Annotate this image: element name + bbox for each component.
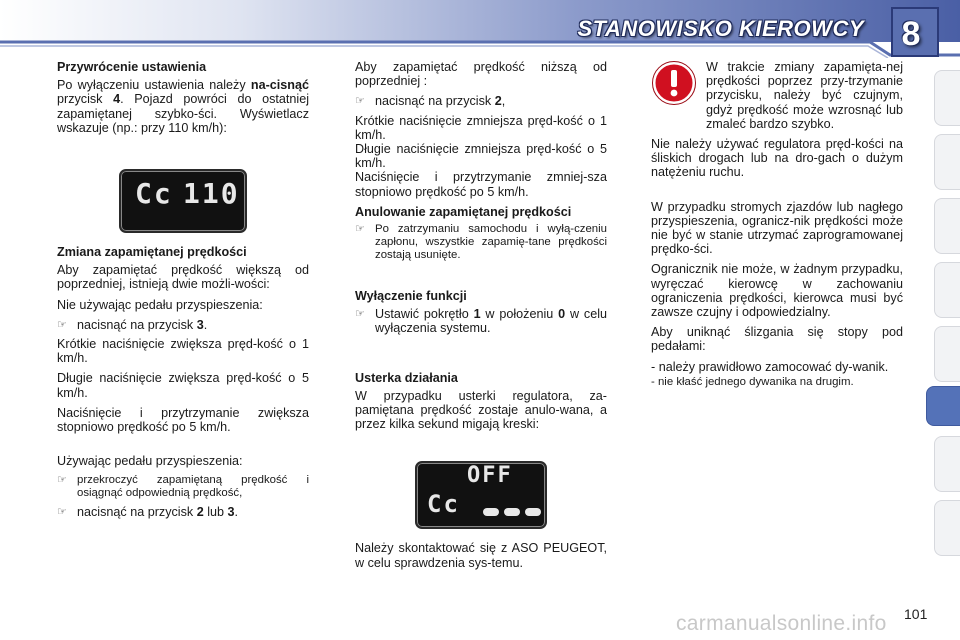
chapter-number: 8 — [901, 15, 921, 53]
warning-block — [651, 60, 903, 131]
list-item-fix-mat: - należy prawidłowo zamocować dy-wanik. — [651, 359, 889, 374]
column-middle — [355, 60, 607, 576]
heading-change-speed: Zmiana zapamiętanej prędkości — [57, 245, 247, 260]
chapter-tab-active[interactable] — [926, 386, 960, 426]
display-cc-label: Cc — [427, 490, 460, 519]
paragraph-long-decrease: Długie naciśnięcie zmniejsza pręd-kość o 5 km/h. — [355, 142, 607, 171]
pointing-hand-icon: ☞ — [57, 318, 67, 331]
display-off-label: OFF — [467, 463, 513, 489]
paragraph-limiter-driver: Ogranicznik nie może, w żadnym przypadku, wyręczać kierowcę w zachowaniu ograniczenia prędkości, kierowca musi być zawsze czujny i odpowiedzialny. — [651, 262, 903, 320]
pointing-hand-icon: ☞ — [57, 506, 67, 519]
paragraph-with-pedal: Używając pedału przyspieszenia: — [57, 454, 243, 469]
warning-text: W trakcie zmiany zapamięta-nej prędkości poprzez przy-trzymanie przycisku, należy być czujnym, gdyż prędkość może wzrosnąć lub zmaleć bardzo szybko. — [706, 60, 903, 131]
paragraph-restore: Po wyłączeniu ustawienia należy na-cisnąć przycisk 4. Pojazd powróci do ostatniej zapamiętanej szybko-ści. Wyświetlacz wskazuje (np.: przy 110 km/h): — [57, 78, 310, 135]
page-title: STANOWISKO KIEROWCY — [577, 16, 864, 41]
pointing-hand-icon: ☞ — [355, 223, 365, 236]
chapter-tab[interactable] — [934, 326, 960, 382]
paragraph-malfunction: W przypadku usterki regulatora, za-pamiętana prędkość zostaje anulo-wana, a przez kilka sekund migają kreski: — [355, 388, 607, 432]
speed-display-110 — [119, 169, 247, 233]
list-item-no-double-mat: - nie kłaść jednego dywanika na drugim. — [651, 375, 854, 388]
column-right — [651, 60, 903, 395]
paragraph-steep-descent: W przypadku stromych zjazdów lub nagłego przyspieszenia, ogranicz-nik prędkości może nie być w stanie utrzymać zaprogramowanej prędko-ści. — [651, 199, 903, 257]
chapter-tab[interactable] — [934, 262, 960, 318]
bullet-exceed-speed: ☞ przekroczyć zapamiętaną prędkość i osiągnąć odpowiednią prędkość, — [57, 474, 309, 500]
page-header — [0, 0, 960, 58]
fault-display — [415, 461, 547, 529]
chapter-tab[interactable] — [934, 198, 960, 254]
paragraph-contact-dealer: Należy skontaktować się z ASO PEUGEOT, w celu sprawdzenia sys-temu. — [355, 541, 607, 570]
paragraph-hold-decrease: Naciśnięcie i przytrzymanie zmniej-sza stopniowo prędkość po 5 km/h. — [355, 170, 607, 199]
paragraph-long-press: Długie naciśnięcie zwiększa pręd-kość o 5 km/h. — [57, 371, 309, 400]
fault-dashes-graphic — [483, 505, 543, 519]
bullet-press-2-or-3: ☞ nacisnąć na przycisk 2 lub 3. — [57, 505, 239, 520]
heading-cancel-speed: Anulowanie zapamiętanej prędkości — [355, 204, 572, 219]
chapter-tabs — [930, 70, 960, 575]
bullet-press-3: ☞ nacisnąć na przycisk 3. — [57, 317, 208, 332]
chapter-tab[interactable] — [934, 436, 960, 492]
paragraph-slippery-roads: Nie należy używać regulatora pręd-kości na śliskich drogach lub na dro-gach o dużym natężeniu ruchu. — [651, 137, 903, 180]
paragraph-short-press: Krótkie naciśnięcie zwiększa pręd-kość o 1 km/h. — [57, 337, 309, 366]
heading-restore: Przywrócenie ustawienia — [57, 60, 207, 74]
paragraph-lower-speed: Aby zapamiętać prędkość niższą od poprzedniej : — [355, 60, 607, 89]
pointing-hand-icon: ☞ — [57, 474, 67, 487]
display-cc-label: Cc — [135, 177, 173, 211]
display-speed-value: 110 — [183, 177, 240, 211]
paragraph-hold-press: Naciśnięcie i przytrzymanie zwiększa stopniowo prędkość po 5 km/h. — [57, 405, 309, 435]
chapter-tab[interactable] — [934, 70, 960, 126]
chapter-tab[interactable] — [934, 500, 960, 556]
chapter-tab[interactable] — [934, 134, 960, 190]
warning-exclamation-icon — [651, 60, 697, 106]
bullet-cancel: ☞ Po zatrzymaniu samochodu i wyłą-czeniu zapłonu, wszystkie zapamię-tane prędkości zostają usunięte. — [355, 223, 607, 262]
page-number: 101 — [904, 606, 928, 622]
paragraph-no-pedal: Nie używając pedału przyspieszenia: — [57, 297, 263, 312]
pointing-hand-icon: ☞ — [355, 95, 365, 108]
paragraph-avoid-slipping: Aby uniknąć ślizgania się stopy pod pedałami: — [651, 325, 903, 354]
column-left — [57, 60, 309, 525]
paragraph-short-decrease: Krótkie naciśnięcie zmniejsza pręd-kość o 1 km/h. — [355, 113, 607, 142]
heading-malfunction: Usterka działania — [355, 370, 458, 385]
bullet-disable: ☞ Ustawić pokrętło 1 w położeniu 0 w celu wyłączenia systemu. — [355, 307, 607, 336]
watermark: carmanualsonline.info — [676, 612, 887, 635]
pointing-hand-icon: ☞ — [355, 308, 365, 321]
paragraph-change-speed: Aby zapamiętać prędkość większą od poprzedniej, istnieją dwie możli-wości: — [57, 263, 309, 292]
heading-disable-function: Wyłączenie funkcji — [355, 289, 467, 304]
bullet-press-2: ☞ nacisnąć na przycisk 2, — [355, 94, 506, 109]
